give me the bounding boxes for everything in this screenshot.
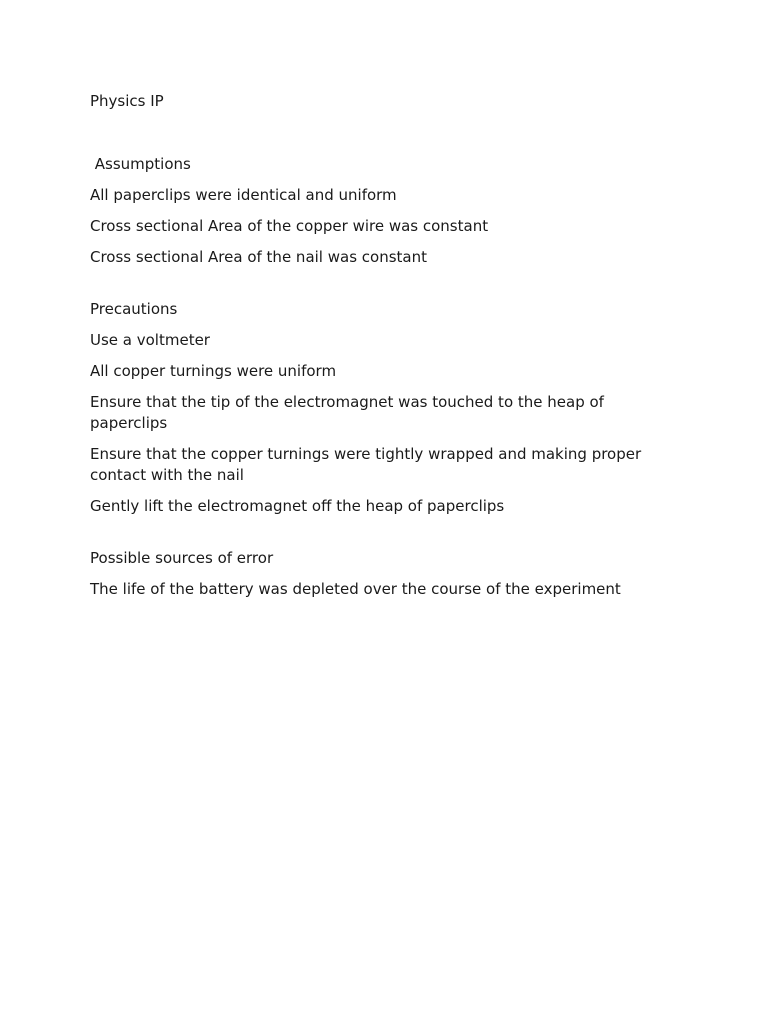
section-precautions <box>90 299 665 517</box>
paragraph: Cross sectional Area of the copper wire was constant <box>90 217 489 235</box>
document-body <box>90 91 665 610</box>
paragraph: Ensure that the tip of the electromagnet was touched to the heap of paperclips <box>90 393 604 432</box>
paragraph: Ensure that the copper turnings were tightly wrapped and making proper contact with the nail <box>90 445 642 484</box>
paragraph: Use a voltmeter <box>90 331 210 349</box>
paragraph: The life of the battery was depleted over the course of the experiment <box>90 580 621 598</box>
section-heading: Assumptions <box>90 155 191 173</box>
section-assumptions <box>90 154 665 268</box>
paragraph: Cross sectional Area of the nail was constant <box>90 248 427 266</box>
paragraph: Gently lift the electromagnet off the heap of paperclips <box>90 497 505 515</box>
section-sources-of-error <box>90 548 665 600</box>
document-title: Physics IP <box>90 92 164 110</box>
section-heading: Precautions <box>90 300 178 318</box>
paragraph: All copper turnings were uniform <box>90 362 337 380</box>
paragraph: All paperclips were identical and uniform <box>90 186 397 204</box>
section-heading: Possible sources of error <box>90 549 274 567</box>
